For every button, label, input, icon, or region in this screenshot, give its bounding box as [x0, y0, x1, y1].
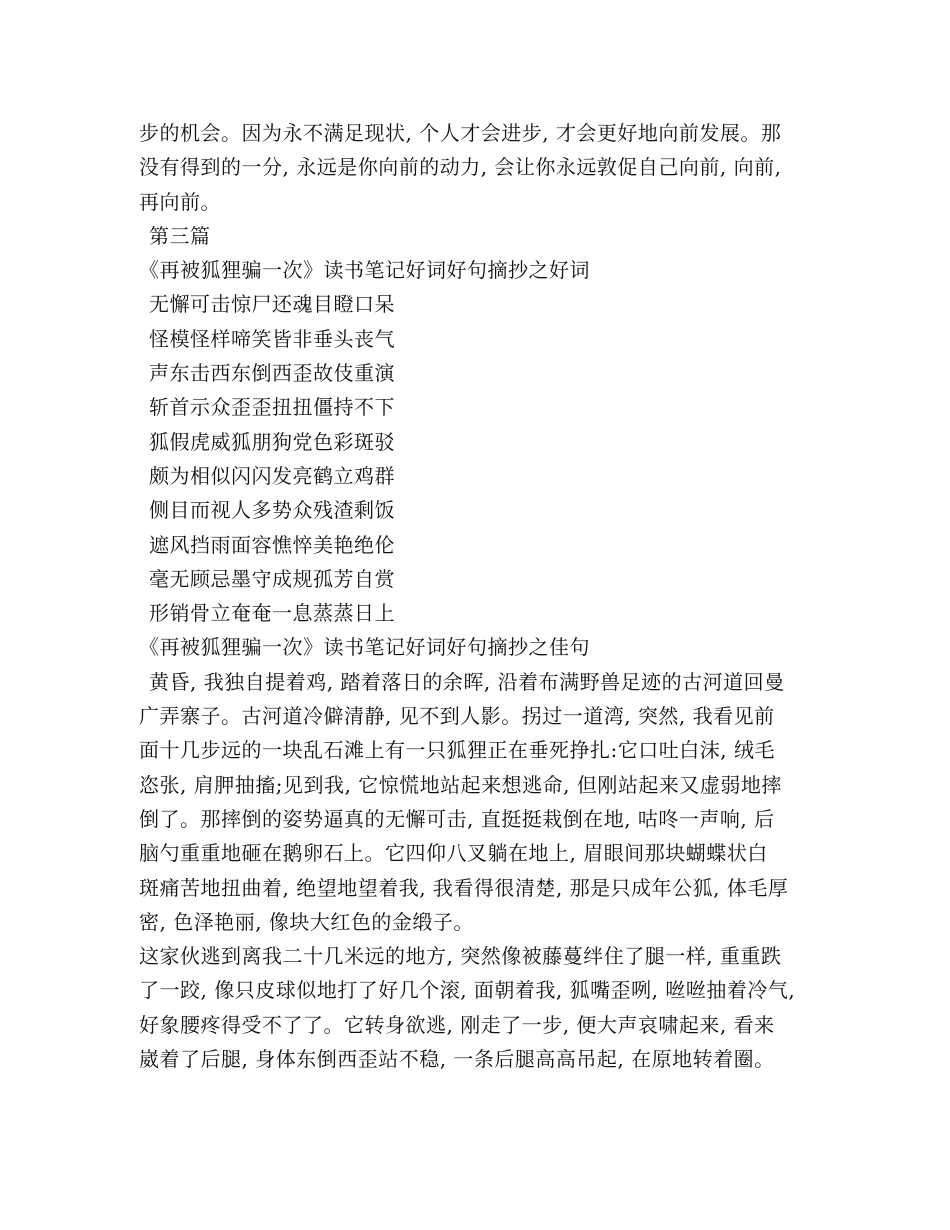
word-list-line: 毫无顾忌墨守成规孤芳自赏	[149, 566, 395, 591]
paragraph-line: 崴着了后腿, 身体东倒西歪站不稳, 一条后腿高高吊起, 在原地转着圈。	[139, 1047, 775, 1072]
paragraph-line: 面十几步远的一块乱石滩上有一只狐狸正在垂死挣扎:它口吐白沫, 绒毛	[139, 738, 775, 763]
paragraph-line: 没有得到的一分, 永远是你向前的动力, 会让你永远敦促自己向前, 向前,	[139, 155, 782, 180]
paragraph-line: 好象腰疼得受不了了。它转身欲逃, 刚走了一步, 便大声哀啸起来, 看来	[139, 1012, 775, 1037]
word-list-line: 声东击西东倒西歪故伎重演	[149, 361, 395, 386]
paragraph-line: 步的机会。因为永不满足现状, 个人才会进步, 才会更好地向前发展。那	[139, 121, 782, 145]
paragraph-line: 了一跤, 像只皮球似地打了好几个滚, 面朝着我, 狐嘴歪咧, 咝咝抽着冷气,	[139, 978, 796, 1003]
paragraph-line: 脑勺重重地砸在鹅卵石上。它四仰八叉躺在地上, 眉眼间那块蝴蝶状白	[139, 841, 768, 866]
subsection-title: 《再被狐狸骗一次》读书笔记好词好句摘抄之好词	[139, 258, 590, 283]
paragraph-line: 广弄寨子。古河道冷僻清静, 见不到人影。拐过一道湾, 突然, 我看见前	[139, 704, 775, 729]
paragraph-line: 黄昏, 我独自提着鸡, 踏着落日的余晖, 沿着布满野兽足迹的古河道回曼	[149, 669, 785, 694]
paragraph-line: 这家伙逃到离我二十几米远的地方, 突然像被藤蔓绊住了腿一样, 重重跌	[139, 944, 782, 969]
paragraph-line: 斑痛苦地扭曲着, 绝望地望着我, 我看得很清楚, 那是只成年公狐, 体毛厚	[139, 875, 789, 900]
document-page	[139, 116, 819, 1076]
paragraph-line: 恣张, 肩胛抽搐;见到我, 它惊慌地站起来想逃命, 但刚站起来又虚弱地摔	[139, 772, 782, 797]
paragraph-line: 密, 色泽艳丽, 像块大红色的金缎子。	[139, 909, 474, 934]
word-list-line: 狐假虎威狐朋狗党色彩斑驳	[149, 429, 395, 454]
section-heading: 第三篇	[149, 223, 211, 248]
word-list-line: 遮风挡雨面容憔悴美艳绝伦	[149, 532, 395, 557]
word-list-line: 无懈可击惊尸还魂目瞪口呆	[149, 292, 395, 317]
word-list-line: 形销骨立奄奄一息蒸蒸日上	[149, 601, 395, 626]
subsection-title: 《再被狐狸骗一次》读书笔记好词好句摘抄之佳句	[139, 635, 590, 660]
word-list-line: 怪模怪样啼笑皆非垂头丧气	[149, 326, 395, 351]
paragraph-line: 再向前。	[139, 189, 221, 214]
word-list-line: 斩首示众歪歪扭扭僵持不下	[149, 395, 395, 420]
paragraph-line: 倒了。那摔倒的姿势逼真的无懈可击, 直挺挺栽倒在地, 咕咚一声响, 后	[139, 806, 775, 831]
word-list-line: 颇为相似闪闪发亮鹤立鸡群	[149, 463, 395, 488]
word-list-line: 侧目而视人多势众残渣剩饭	[149, 498, 395, 523]
